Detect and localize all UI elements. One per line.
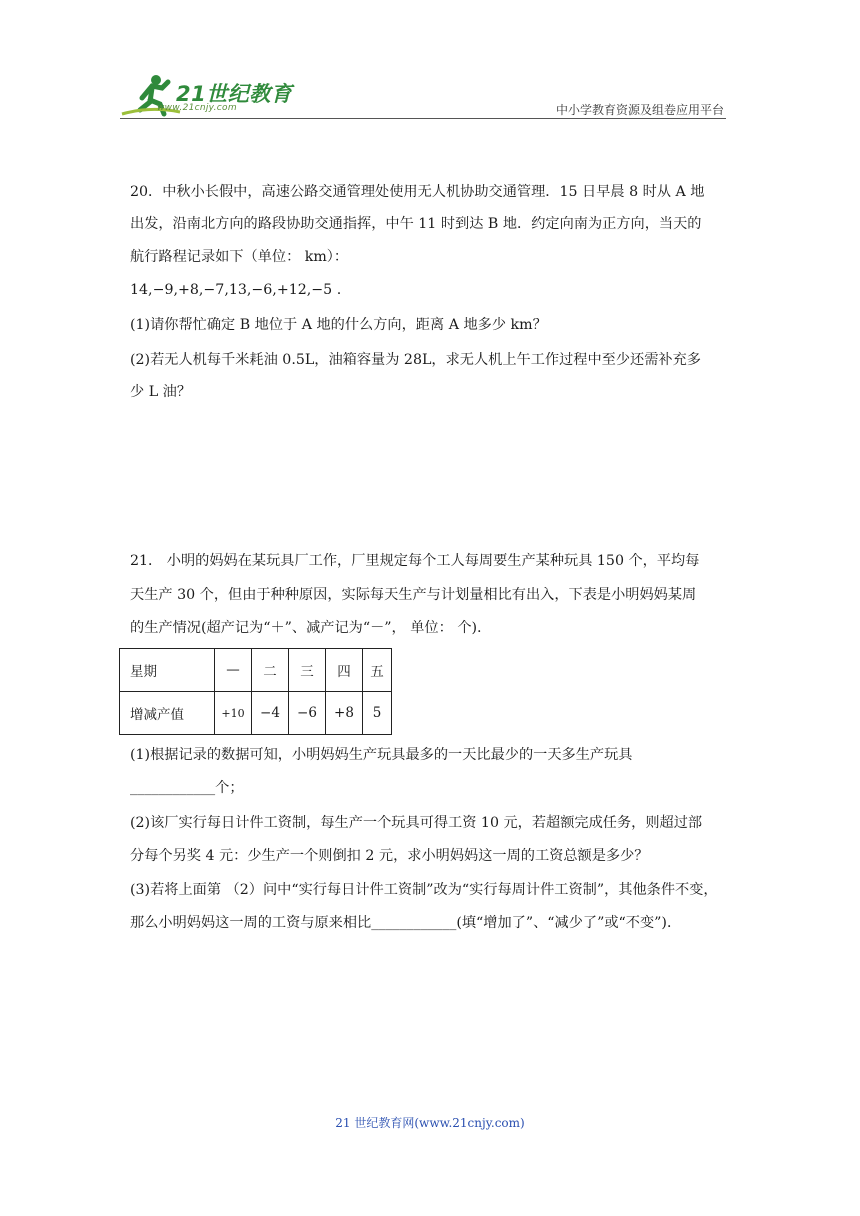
table-value-cell: +8 <box>326 692 363 735</box>
q21-subquestion-3-line-1: (3)若将上面第 （2）问中“实行每日计件工资制”改为“实行每周计件工资制”，其他条件不变， <box>130 882 718 898</box>
table-value-cell: +10 <box>215 692 252 735</box>
production-table <box>119 648 392 735</box>
table-day-cell: 二 <box>252 649 289 692</box>
q21-subquestion-3-line-2: 那么小明妈妈这一周的工资与原来相比____________(填“增加了”、“减少了”或“不变”)． <box>130 915 682 931</box>
q20-line-1: 20．中秋小长假中，高速公路交通管理处使用无人机协助交通管理．15 日早晨 8 时从 A 地 <box>130 184 705 200</box>
q20-subquestion-1: (1)请你帮忙确定 B 地位于 A 地的什么方向，距离 A 地多少 km？ <box>130 317 547 333</box>
table-day-cell: 三 <box>289 649 326 692</box>
table-row-label: 增减产值 <box>120 692 215 735</box>
table-header-label: 星期 <box>120 649 215 692</box>
table-day-cell: — <box>215 649 252 692</box>
table-value-cell: −4 <box>252 692 289 735</box>
q20-data-line: 14,−9,+8,−7,13,−6,+12,−5 . <box>130 282 342 298</box>
header-divider <box>120 118 726 119</box>
q20-subquestion-2-line-2: 少 L 油？ <box>130 384 192 400</box>
logo-text: 21世纪教育 <box>176 82 293 106</box>
q21-line-3: 的生产情况(超产记为“＋”、减产记为“－”， 单位： 个). <box>130 620 482 636</box>
table-day-cell: 五 <box>363 649 392 692</box>
q21-subquestion-2-line-1: (2)该厂实行每日计件工资制，每生产一个玩具可得工资 10 元，若超额完成任务，则超过部 <box>130 815 703 831</box>
header-tagline: 中小学教育资源及组卷应用平台 <box>555 103 724 117</box>
q21-subquestion-1-line-1: (1)根据记录的数据可知，小明妈妈生产玩具最多的一天比最少的一天多生产玩具 <box>130 747 633 763</box>
q21-line-2: 天生产 30 个，但由于种种原因，实际每天生产与计划量相比有出入，下表是小明妈妈某周 <box>130 587 697 603</box>
table-row <box>120 692 392 735</box>
q20-line-3: 航行路程记录如下（单位： km）： <box>130 249 349 265</box>
page-footer: 21 世纪教育网(www.21cnjy.com) <box>335 1116 525 1130</box>
q21-subquestion-2-line-2: 分每个另奖 4 元：少生产一个则倒扣 2 元，求小明妈妈这一周的工资总额是多少？ <box>130 848 649 864</box>
q20-subquestion-2-line-1: (2)若无人机每千米耗油 0.5L，油箱容量为 28L，求无人机上午工作过程中至少还需补充多 <box>130 352 701 368</box>
q21-line-1: 21． 小明的妈妈在某玩具厂工作，厂里规定每个工人每周要生产某种玩具 150 个，平均每 <box>130 553 700 569</box>
table-row <box>120 649 392 692</box>
table-value-cell: −6 <box>289 692 326 735</box>
logo-url: www.21cnjy.com <box>157 103 237 113</box>
q21-subquestion-1-line-2: ____________个； <box>130 780 244 796</box>
q20-line-2: 出发，沿南北方向的路段协助交通指挥，中午 11 时到达 B 地．约定向南为正方向，当天的 <box>130 216 702 232</box>
table-day-cell: 四 <box>326 649 363 692</box>
table-value-cell: 5 <box>363 692 392 735</box>
